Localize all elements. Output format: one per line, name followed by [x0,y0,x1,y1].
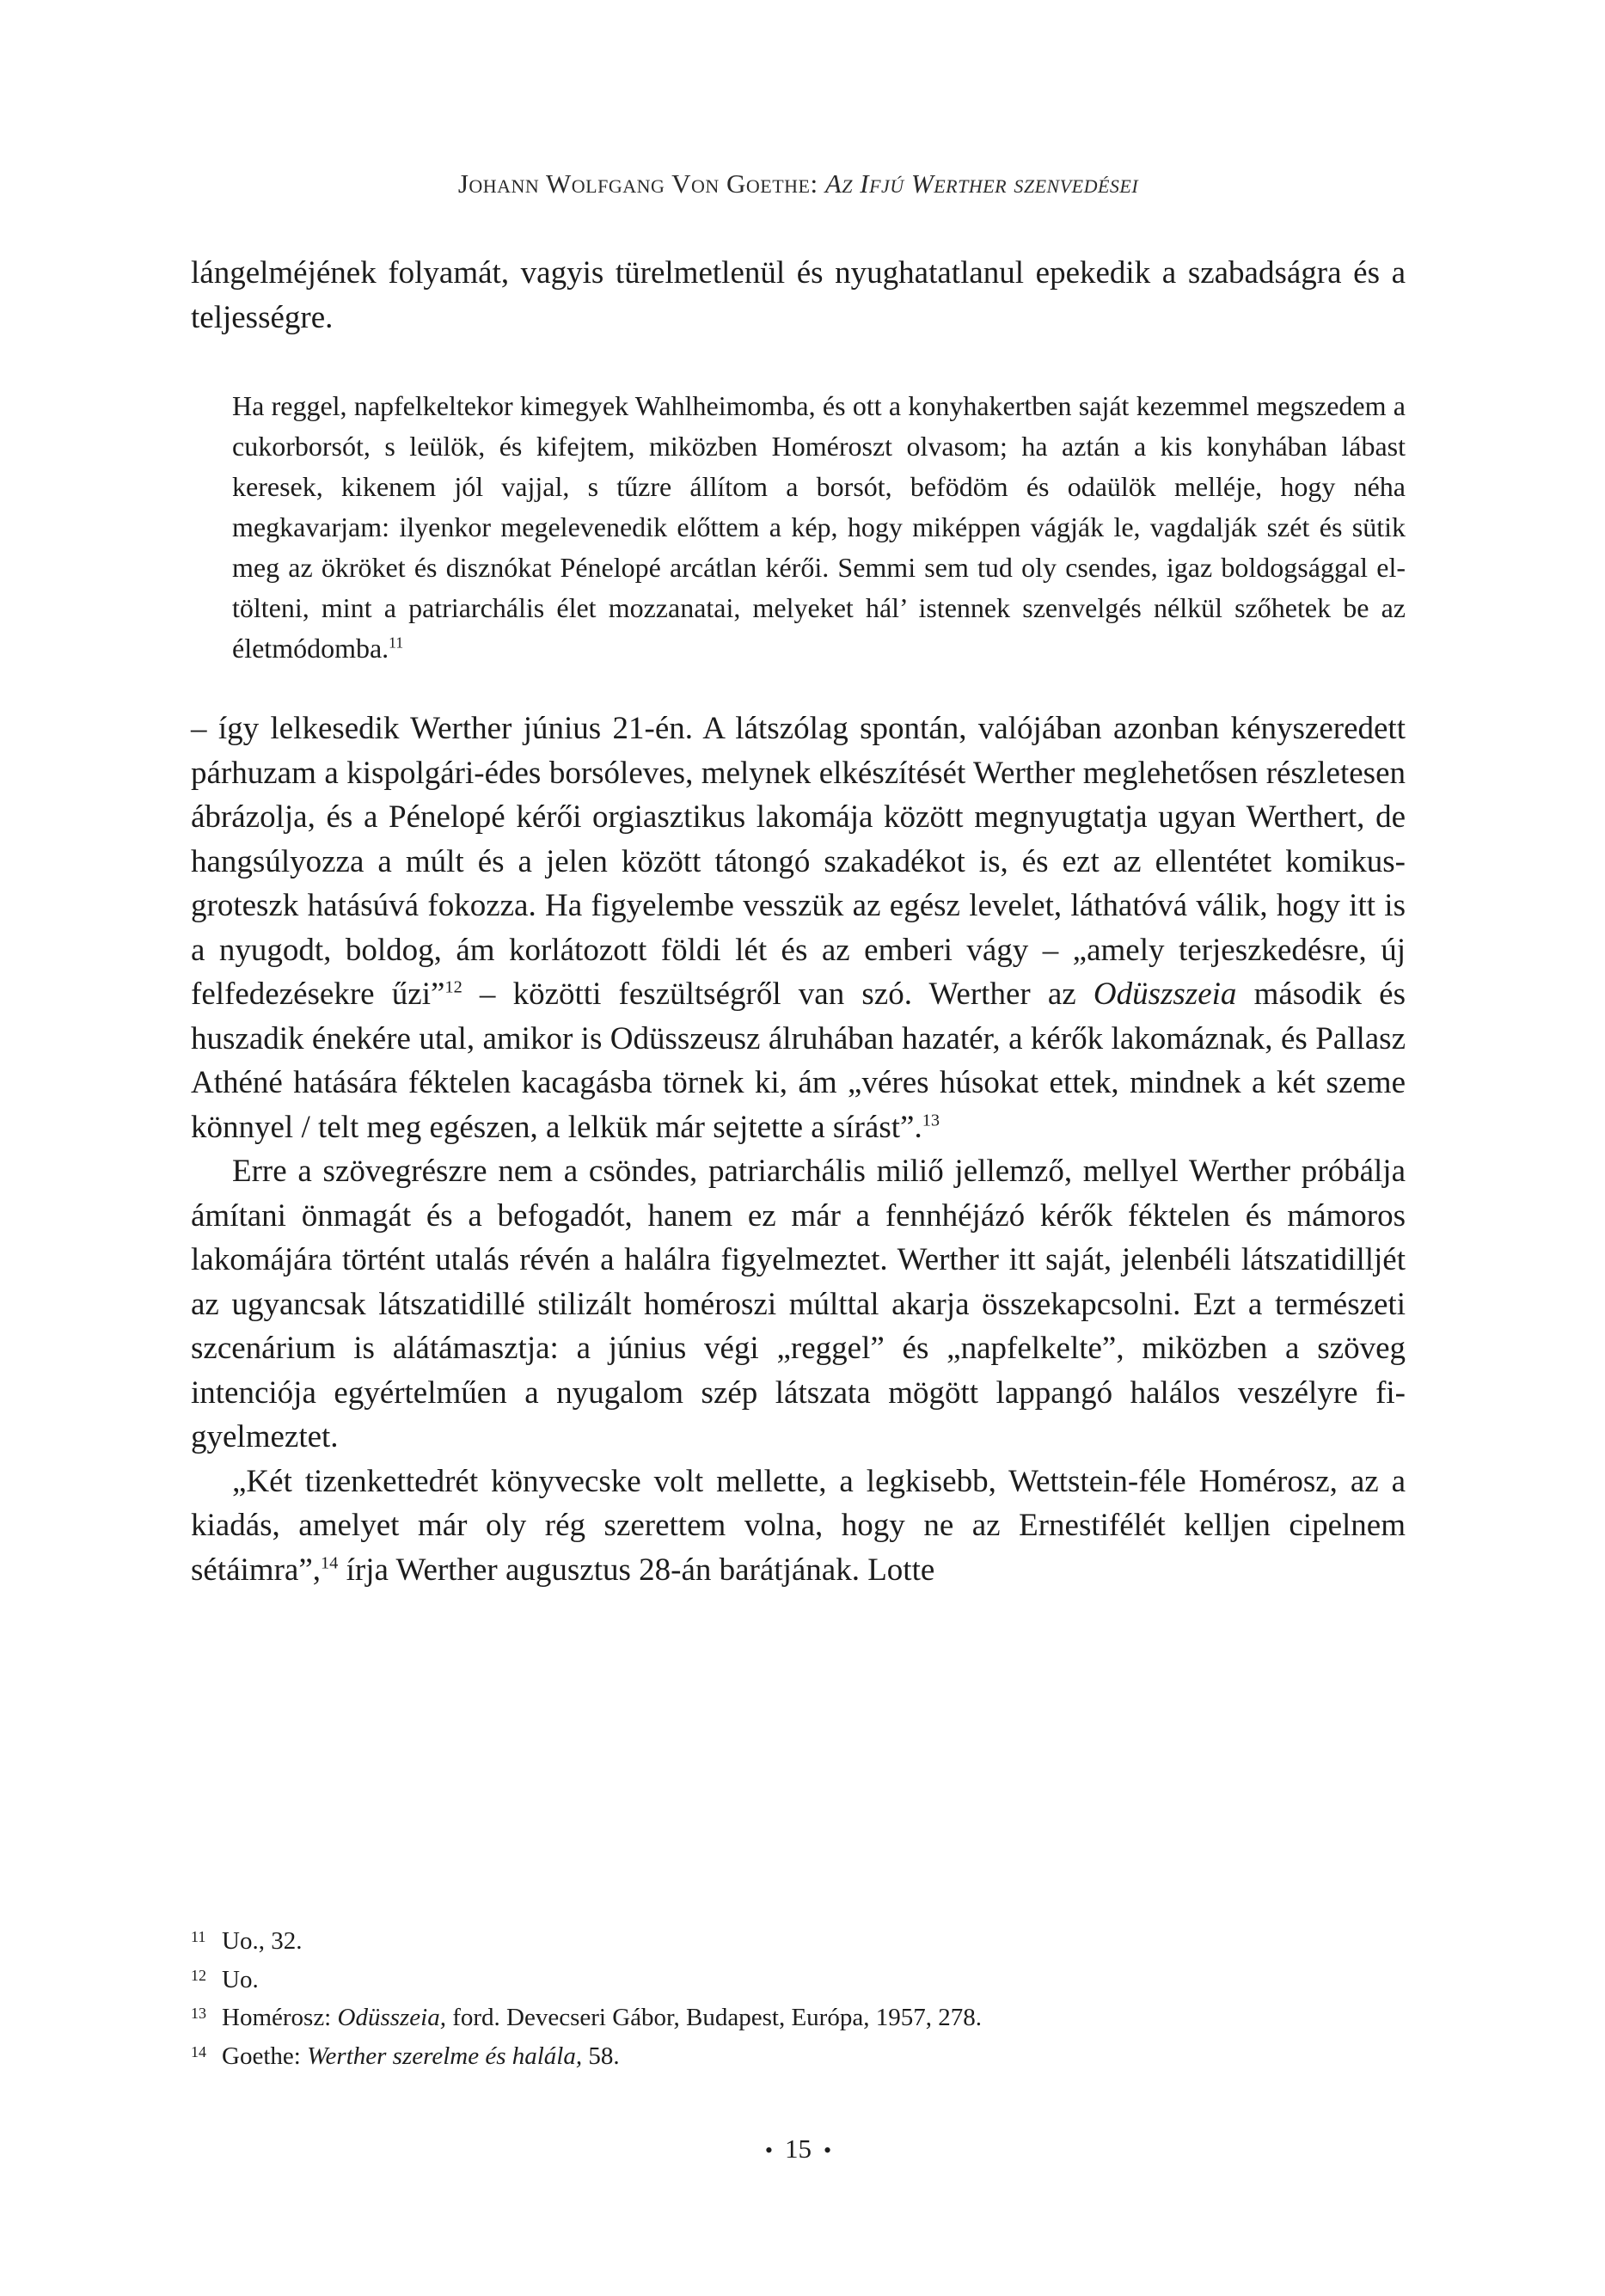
footnote-text [222,2039,620,2075]
footnote-ref-12[interactable]: 12 [444,977,463,997]
footnote-author: Goethe: [222,2042,308,2070]
paragraph-3 [191,1149,1406,1460]
bullet-right: • [824,2138,832,2163]
footnote-text [222,2000,982,2036]
running-head-author: Johann Wolfgang Von Goethe: [457,168,818,199]
paragraph-2-text-c: második és huszadik énekére utal, amikor is Odüsszeusz álruhában hazatér, a kérők lakomáznak, és Pallasz Athéné hatására féktelen kacagásba törnek ki, ám „véres húsokat ettek, mindnek a két szeme könnyel / telt meg egészen, a lelkük már sejtette a sírást”. [191,977,1406,1145]
paragraph-3-text: Erre a szövegrészre nem a csöndes, patriarchális miliő jellemző, mellyel Werther próbálja ámítani önmagát és a befogadót, hanem ez már a fennhéjázó kérők féktelen és mámoros lakomájára történt utalás révén a halálra figyelmeztet. Werther itt saját, jelenbéli látszatidilljét az ugyancsak látszatidillé stilizált homéroszi múlttal akarja összekapcsolni. Ezt a természeti szcenárium is alátámasztja: a június végi „reggel” és „napfelkelte”, miközben a szöveg intenciója egyértelműen a nyugalom szép látszata mögött lappangó halálos veszélyre figyelmeztet. [191,1154,1406,1454]
page-number [191,2134,1406,2164]
footnote-italic-title: Werther szerelme és halála, [307,2042,583,2070]
paragraph-1-text: lángelméjének folyamát, vagyis türelmetlenül és nyughatatlanul epekedik a szabadságra és a teljességre. [191,255,1406,335]
footnote-details: ford. Devecseri Gábor, Budapest, Európa, 1957, 278. [445,2004,982,2031]
paragraph-4-text-b: írja Werther augusztus 28-án barátjának. Lotte [338,1552,935,1588]
footnote-author: Homérosz: [222,2004,338,2031]
paragraph-2-text-b: – közötti feszültségről van szó. Werther az [462,977,1093,1012]
footnote-number: 12 [191,1966,206,1984]
body-text [191,251,1406,1592]
paragraph-2-text-a: – így lelkesedik Werther június 21-én. A látszólag spontán, valójában azonban kényszeredett párhuzam a kispolgári-édes borsóleves, melynek elkészítését Werther meglehetősen részletesen ábrázolja, és a Pénelopé kérői orgiasztikus lakomája között megnyugtatja ugyan Werthert, de hangsúlyozza a múlt és a jelen között tátongó szakadékot is, és ezt az ellentétet komikus-groteszk hatásúvá fokozza. Ha figyelembe vesszük az egész levelet, láthatóvá válik, hogy itt is a nyugodt, boldog, ám korlátozott földi lét és az emberi vágy – „amely terjeszkedésre, új felfedezésekre űzi” [191,711,1406,1012]
footnote-text: Uo., 32. [222,1927,303,1955]
footnote-details: 58. [582,2042,620,2070]
footnote-ref-14[interactable]: 14 [321,1553,339,1573]
page-number-value: 15 [785,2134,812,2164]
footnote-12 [191,1962,1406,2001]
footnote-11 [191,1924,1406,1962]
paragraph-4 [191,1460,1406,1593]
paragraph-2 [191,707,1406,1149]
footnote-ref-11[interactable]: 11 [389,634,404,652]
footnote-italic-title: Odüsszeia, [337,2004,446,2031]
footnotes [191,1924,1406,2077]
running-head [191,168,1406,199]
footnote-13 [191,2000,1406,2039]
footnote-ref-13[interactable]: 13 [922,1111,940,1130]
footnote-text: Uo. [222,1965,259,1993]
bullet-left: • [764,2138,773,2163]
block-quote [232,386,1406,669]
paragraph-4-text-a: „Két tizenkettedrét könyvecske volt mellette, a legkisebb, Wettstein-féle Homérosz, az a kiadás, amelyet már oly rég szerettem volna, hogy ne az Ernestifélét kelljen cipelnem sétáimra”, [191,1463,1406,1588]
footnote-number: 11 [191,1928,206,1945]
running-head-title: Az Ifjú Werther szenvedései [824,168,1139,199]
italic-title-odusszeia: Odüszszeia [1093,977,1237,1012]
footnote-14 [191,2039,1406,2078]
footnote-number: 14 [191,2042,206,2060]
footnote-number: 13 [191,2005,206,2022]
block-quote-text: Ha reggel, napfelkeltekor kimegyek Wahlheimomba, és ott a konyhakertben saját kezemmel megszedem a cukorborsót, s leülök, és kifejtem, miközben Homéroszt olvasom; ha aztán a kis konyhában lábast keresek, kikenem jól vajjal, s tűzre állítom a borsót, befödöm és odaülök melléje, hogy néha megkavarjam: ilyenkor megelevenedik előttem a kép, hogy miképpen vágják le, vagdalják szét és sütik meg az ökröket és disznókat Pénelopé arcátlan kérői. Semmi sem tud oly csendes, igaz boldogsággal eltölteni, mint a patriarchális élet mozzanatai, melyeket hál’ istennek szenvelgés nélkül szőhetek be az életmódomba. [232,390,1406,664]
paragraph-continuation [191,251,1406,340]
